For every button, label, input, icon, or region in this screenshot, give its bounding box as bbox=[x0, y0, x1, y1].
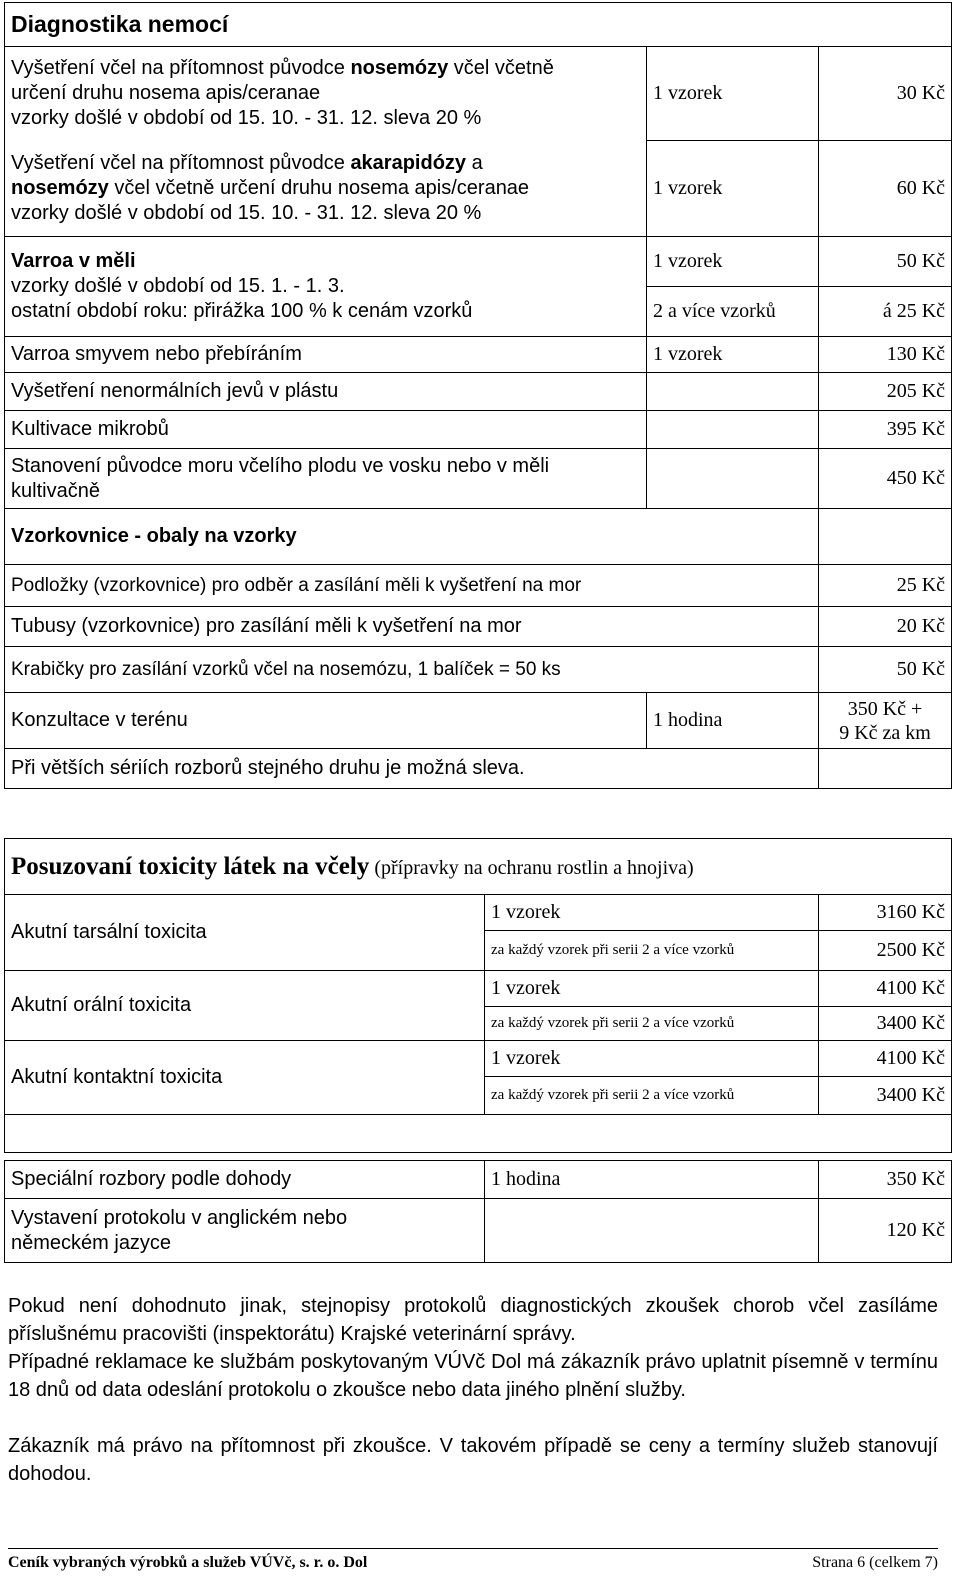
special-services-table bbox=[4, 1160, 952, 1263]
cultivation-price: 395 Kč bbox=[819, 411, 952, 449]
field-consultation-unit: 1 hodina bbox=[647, 693, 819, 749]
contact-toxicity-label: Akutní kontaktní toxicita bbox=[5, 1041, 485, 1115]
varroa-price-multi: á 25 Kč bbox=[819, 287, 952, 337]
toxicity-table bbox=[4, 838, 952, 1153]
varroa-unit-single: 1 vzorek bbox=[647, 237, 819, 287]
oral-unit-single: 1 vzorek bbox=[485, 971, 819, 1007]
container-pads-price: 25 Kč bbox=[819, 565, 952, 607]
page-number: Strana 6 (celkem 7) bbox=[812, 1554, 938, 1571]
comb-exam-price: 205 Kč bbox=[819, 373, 952, 411]
contact-price-single: 4100 Kč bbox=[819, 1041, 952, 1077]
special-analysis-unit: 1 hodina bbox=[485, 1161, 819, 1199]
page-footer bbox=[8, 1548, 938, 1573]
varroa-wash-price: 130 Kč bbox=[819, 337, 952, 373]
varroa-description: Varroa v měli vzorky došlé v období od 15. 1. - 1. 3. ostatní období roku: přirážka 100 % k cenám vzorků bbox=[5, 237, 647, 337]
tarsal-price-single: 3160 Kč bbox=[819, 895, 952, 931]
varroa-wash-unit: 1 vzorek bbox=[647, 337, 819, 373]
field-consultation-label: Konzultace v terénu bbox=[5, 693, 647, 749]
cultivation-unit bbox=[647, 411, 819, 449]
container-boxes-label: Krabičky pro zasílání vzorků včel na nosemózu, 1 balíček = 50 ks bbox=[5, 647, 819, 693]
tarsal-toxicity-label: Akutní tarsální toxicita bbox=[5, 895, 485, 971]
field-consultation-price: 350 Kč + 9 Kč za km bbox=[819, 693, 952, 749]
series-discount-note: Při větších sériích rozborů stejného druhu je možná sleva. bbox=[5, 749, 819, 789]
contact-unit-series: za každý vzorek při serii 2 a více vzorků bbox=[485, 1077, 819, 1115]
foulbrood-price: 450 Kč bbox=[819, 449, 952, 509]
akarapidoza-description: Vyšetření včel na přítomnost původce akarapidózy a nosemózy včel včetně určení druhu nosema apis/ceranae vzorky došlé v období od 15. 10. - 31. 12. sleva 20 % bbox=[5, 141, 647, 237]
foreign-protocol-label: Vystavení protokolu v anglickém nebo německém jazyce bbox=[5, 1199, 485, 1263]
tarsal-unit-single: 1 vzorek bbox=[485, 895, 819, 931]
nosema-price: 30 Kč bbox=[819, 47, 952, 141]
footer-title: Ceník vybraných výrobků a služeb VÚVč, s. r. o. Dol bbox=[8, 1554, 368, 1571]
special-analysis-label: Speciální rozbory podle dohody bbox=[5, 1161, 485, 1199]
container-boxes-price: 50 Kč bbox=[819, 647, 952, 693]
oral-price-single: 4100 Kč bbox=[819, 971, 952, 1007]
foulbrood-label: Stanovení původce moru včelího plodu ve vosku nebo v měli kultivačně bbox=[5, 449, 647, 509]
foreign-protocol-price: 120 Kč bbox=[819, 1199, 952, 1263]
akarapidoza-price: 60 Kč bbox=[819, 141, 952, 237]
diagnostics-table bbox=[4, 2, 952, 789]
container-pads-label: Podložky (vzorkovnice) pro odběr a zasílání měli k vyšetření na mor bbox=[5, 565, 819, 607]
contact-unit-single: 1 vzorek bbox=[485, 1041, 819, 1077]
sample-containers-heading: Vzorkovnice - obaly na vzorky bbox=[5, 509, 819, 565]
nosema-period: vzorky došlé v období od 15. 10. - 31. 12. sleva 20 % bbox=[11, 107, 482, 130]
complaints-paragraph: Případné reklamace ke službám poskytovaným VÚVč Dol má zákazník právo uplatnit písemně v termínu 18 dnů od data odeslání protokolu o zkoušce nebo data jiného plnění služby. bbox=[8, 1351, 938, 1401]
oral-toxicity-label: Akutní orální toxicita bbox=[5, 971, 485, 1041]
cultivation-label: Kultivace mikrobů bbox=[5, 411, 647, 449]
protocol-copies-paragraph: Pokud není dohodnuto jinak, stejnopisy protokolů diagnostických zkoušek chorob včel zasíláme příslušnému pracovišti (inspektorátu) Krajské veterinární správy. bbox=[8, 1295, 938, 1345]
presence-paragraph: Zákazník má právo na přítomnost při zkoušce. V takovém případě se ceny a termíny služeb stanovují dohodou. bbox=[8, 1435, 938, 1485]
nosema-description: Vyšetření včel na přítomnost původce nosemózy včel včetně určení druhu nosema apis/ceranae vzorky došlé v období od 15. 10. - 31. 12. sleva 20 % bbox=[5, 47, 647, 141]
varroa-price-single: 50 Kč bbox=[819, 237, 952, 287]
container-tubes-price: 20 Kč bbox=[819, 607, 952, 647]
nosema-unit: 1 vzorek bbox=[647, 47, 819, 141]
contact-price-series: 3400 Kč bbox=[819, 1077, 952, 1115]
comb-exam-label: Vyšetření nenormálních jevů v plástu bbox=[5, 373, 647, 411]
diagnostics-title: Diagnostika nemocí bbox=[5, 3, 952, 47]
oral-unit-series: za každý vzorek při serii 2 a více vzorků bbox=[485, 1007, 819, 1041]
varroa-unit-multi: 2 a více vzorků bbox=[647, 287, 819, 337]
special-analysis-price: 350 Kč bbox=[819, 1161, 952, 1199]
akarapidoza-unit: 1 vzorek bbox=[647, 141, 819, 237]
varroa-wash-label: Varroa smyvem nebo přebíráním bbox=[5, 337, 647, 373]
toxicity-title: Posuzovaní toxicity látek na včely (přípravky na ochranu rostlin a hnojiva) bbox=[5, 839, 952, 895]
comb-exam-unit bbox=[647, 373, 819, 411]
container-tubes-label: Tubusy (vzorkovnice) pro zasílání měli k vyšetření na mor bbox=[5, 607, 819, 647]
tarsal-unit-series: za každý vzorek při serii 2 a více vzorků bbox=[485, 931, 819, 971]
tarsal-price-series: 2500 Kč bbox=[819, 931, 952, 971]
oral-price-series: 3400 Kč bbox=[819, 1007, 952, 1041]
